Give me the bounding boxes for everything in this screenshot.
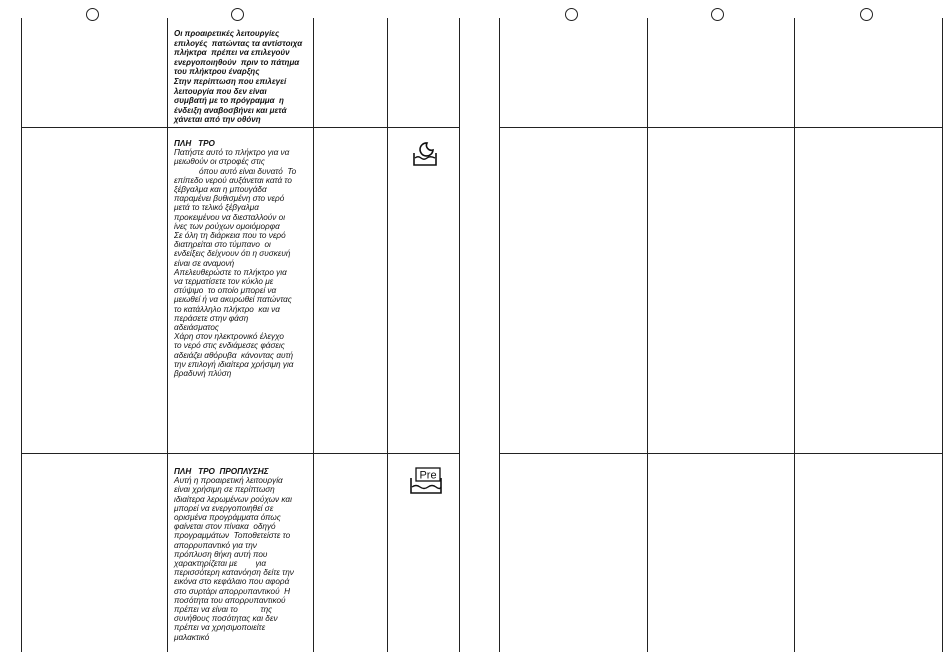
text-line: μπορεί να ενεργοποιηθεί σε bbox=[174, 503, 274, 513]
text-line: ένδειξη αναβοσβήνει και μετά bbox=[174, 105, 287, 115]
text-line: είναι σε αναμονή bbox=[174, 258, 235, 268]
grid-line bbox=[167, 18, 168, 652]
intro-text bbox=[174, 29, 310, 125]
text-line: ποσότητα του απορρυπαντικού bbox=[174, 595, 286, 605]
text-line: χάνεται από την οθόνη bbox=[174, 115, 261, 125]
row-separator bbox=[21, 453, 460, 454]
text-line: μετά το τελικό ξέβγαλμα bbox=[174, 203, 259, 213]
text-line: επιλογές πατώντας τα αντίστοιχα bbox=[174, 38, 303, 48]
text-line: απορρυπαντικό για την bbox=[174, 540, 257, 550]
text-line: το κατάλληλο πλήκτρο και να bbox=[174, 304, 280, 314]
text-line: Πατήστε αυτό το πλήκτρο για να bbox=[174, 148, 290, 158]
text-line: χαρακτηρίζεται με για bbox=[174, 559, 267, 569]
registration-mark-1 bbox=[86, 8, 99, 21]
rinse-hold-text bbox=[174, 139, 312, 378]
text-line: Αυτή η προαιρετική λειτουργία bbox=[174, 476, 283, 486]
text-line: μειωθούν οι στροφές στις bbox=[174, 157, 265, 167]
text-line: πρόπλυση θήκη αυτή που bbox=[174, 549, 268, 559]
row-separator bbox=[499, 453, 943, 454]
night-rinse-hold-icon bbox=[411, 140, 439, 168]
text-line: είναι χρήσιμη σε περίπτωση bbox=[174, 485, 275, 495]
text-line: αδειάζει αθόρυβα κάνοντας αυτή bbox=[174, 350, 294, 360]
grid-line bbox=[459, 18, 460, 652]
text-line: βραδυνή πλύση bbox=[174, 369, 232, 379]
text-line: αδειάσματος bbox=[174, 323, 219, 333]
text-line: περισσότερη κατανόηση δείτε την bbox=[174, 568, 294, 578]
text-line: πρέπει να χρησιμοποιείτε bbox=[174, 623, 266, 633]
text-line: ορισμένα προγράμματα όπως bbox=[174, 513, 281, 523]
text-line: στο συρτάρι απορρυπαντικού Η bbox=[174, 586, 291, 596]
prewash-icon bbox=[408, 466, 444, 496]
text-line: φαίνεται στον πίνακα οδηγό bbox=[174, 522, 276, 532]
text-line: συμβατή με το πρόγραμμα η bbox=[174, 96, 284, 106]
text-line: Σε όλη τη διάρκεια που το νερό bbox=[174, 231, 286, 241]
text-line: το νερό στις ενδιάμεσες φάσεις bbox=[174, 341, 285, 351]
section-title: ΠΛΗ ΤΡΟ bbox=[174, 139, 215, 148]
text-line: Απελευθερώστε το πλήκτρο για bbox=[174, 267, 287, 277]
registration-mark-3 bbox=[565, 8, 578, 21]
registration-mark-2 bbox=[231, 8, 244, 21]
text-line: ιδιαίτερα λερωμένων ρούχων και bbox=[174, 494, 292, 504]
text-line: όπου αυτό είναι δυνατό Το bbox=[174, 166, 297, 176]
text-line: περάσετε στην φάση bbox=[174, 313, 249, 323]
text-line: μειωθεί ή να ακυρωθεί πατώντας bbox=[174, 295, 292, 305]
text-line: την επιλογή ιδιαίτερα χρήσιμη για bbox=[174, 359, 294, 369]
grid-line bbox=[499, 18, 500, 652]
text-line: Χάρη στον ηλεκτρονικό έλεγχο bbox=[174, 332, 284, 342]
row-separator bbox=[499, 127, 943, 128]
text-line: προγραμμάτων Τοποθετείστε το bbox=[174, 531, 291, 541]
text-line: στύψιμο το οποίο μπορεί να bbox=[174, 286, 277, 296]
section-title: ΠΛΗ ΤΡΟ ΠΡΟΠΛΥΣΗΣ bbox=[174, 467, 269, 476]
grid-line bbox=[313, 18, 314, 652]
text-line: συνήθους ποσότητας και δεν bbox=[174, 614, 278, 624]
text-line: παραμένει βυθισμένη στο νερό bbox=[174, 194, 285, 204]
text-line: ξέβγαλμα και η μπουγάδα bbox=[174, 185, 267, 195]
grid-line bbox=[647, 18, 648, 652]
grid-line bbox=[794, 18, 795, 652]
text-line: διατηρείται στο τύμπανο οι bbox=[174, 240, 271, 250]
text-line: πρέπει να είναι το της bbox=[174, 605, 273, 615]
text-line: Στην περίπτωση που επιλεγεί bbox=[174, 76, 287, 86]
text-line: Οι προαιρετικές λειτουργίες bbox=[174, 29, 280, 38]
grid-line bbox=[942, 18, 943, 652]
prewash-icon-label: Pre bbox=[419, 469, 437, 482]
text-line: ενδείξεις δείχνουν ότι η συσκευή bbox=[174, 249, 291, 259]
prewash-text bbox=[174, 467, 312, 642]
text-line: ίνες των ρούχων ομοιόμορφα bbox=[174, 221, 280, 231]
text-line: εικόνα στο κεφάλαιο που αφορά bbox=[174, 577, 290, 587]
text-line: να τερματίσετε τον κύκλο με bbox=[174, 277, 274, 287]
text-line: επίπεδο νερού αυξάνεται κατά το bbox=[174, 175, 292, 185]
text-line: πλήκτρα πρέπει να επιλεγούν bbox=[174, 48, 290, 58]
text-line: λειτουργία που δεν είναι bbox=[174, 86, 267, 96]
row-separator bbox=[21, 127, 460, 128]
text-line: του πλήκτρου έναρξης bbox=[174, 67, 260, 77]
registration-mark-5 bbox=[860, 8, 873, 21]
registration-mark-4 bbox=[711, 8, 724, 21]
text-line: προκειμένου να διεσταλλούν οι bbox=[174, 212, 286, 222]
grid-line bbox=[387, 18, 388, 652]
text-line: μαλακτικό bbox=[174, 632, 210, 642]
text-line: ενεργοποιηθούν πριν το πάτημα bbox=[174, 57, 300, 67]
grid-line bbox=[21, 18, 22, 652]
